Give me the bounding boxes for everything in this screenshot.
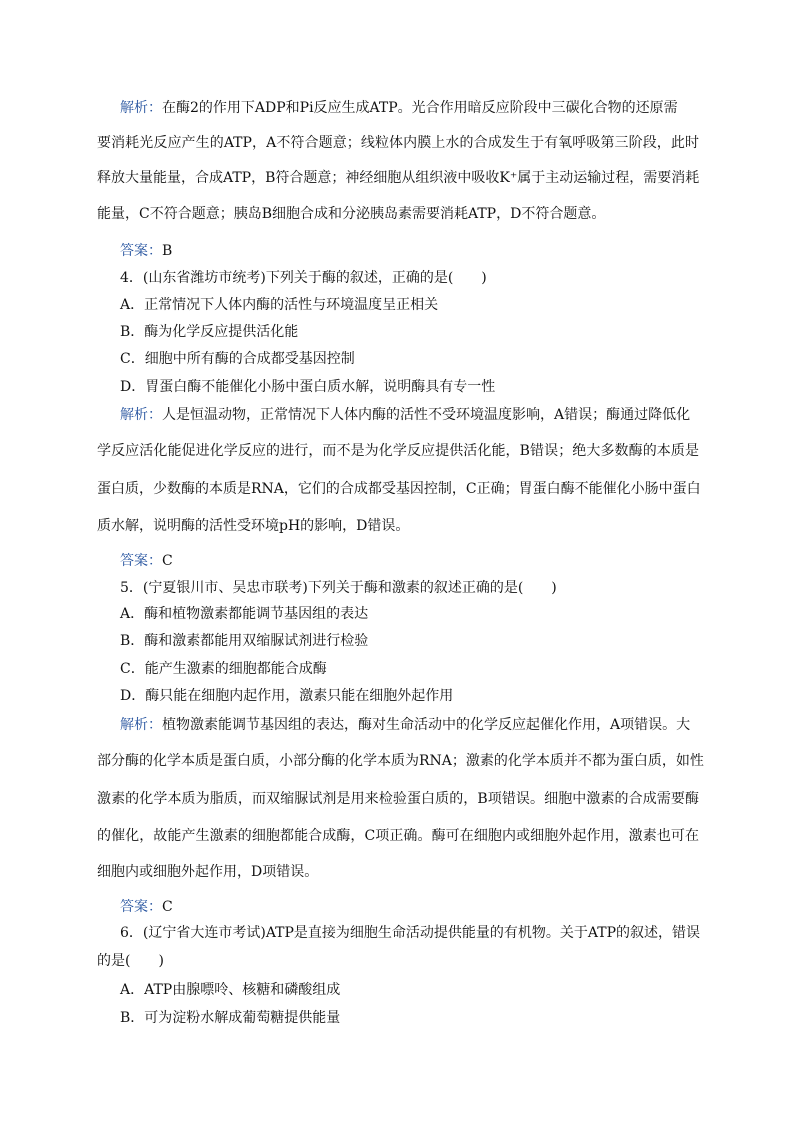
q5-answer (120, 898, 173, 916)
q5-option-d: D．酶只能在细胞内起作用，激素只能在细胞外起作用 (120, 688, 454, 704)
q4-answer (120, 552, 173, 570)
q4-option-b: B．酶为化学反应提供活化能 (120, 324, 299, 340)
q3-explanation-line-1: 解析：在酶2的作用下ADP和Pi反应生成ATP。光合作用暗反应阶段中三碳化合物的还原需 (120, 100, 678, 116)
q5-explanation-line-5: 细胞内或细胞外起作用，D项错误。 (97, 864, 319, 880)
q3-explanation-line-3: 释放大量能量，合成ATP，B符合题意；神经细胞从组织液中吸收K⁺属于主动运输过程，需要消耗 (97, 170, 700, 186)
q5-explanation-line-2: 部分酶的化学本质是蛋白质，小部分酶的化学本质为RNA；激素的化学本质并不都为蛋白质，如性 (97, 753, 704, 769)
q4-explanation-line-4: 质水解，说明酶的活性受环境pH的影响，D错误。 (97, 518, 410, 534)
q3-explanation-line-2: 要消耗光反应产生的ATP，A不符合题意；线粒体内膜上水的合成发生于有氧呼吸第三阶段，此时 (97, 135, 699, 151)
answer-label: 答案： (120, 243, 162, 259)
q4-explanation-line-2: 学反应活化能促进化学反应的进行，而不是为化学反应提供活化能，B错误；绝大多数酶的本质是 (97, 443, 699, 459)
q5-explanation-line-4: 的催化，故能产生激素的细胞都能合成酶，C项正确。酶可在细胞内或细胞外起作用，激素也可在 (97, 828, 699, 844)
q5-option-c: C．能产生激素的细胞都能合成酶 (120, 661, 327, 677)
q4-explanation-line-1: 解析：人是恒温动物，正常情况下人体内酶的活性不受环境温度影响，A错误；酶通过降低化 (120, 407, 691, 423)
q4-stem: 4．(山东省潍坊市统考)下列关于酶的叙述，正确的是( ) (120, 270, 487, 286)
q5-explanation-line-3: 激素的化学本质为脂质，而双缩脲试剂是用来检验蛋白质的，B项错误。细胞中激素的合成需要酶 (97, 791, 699, 807)
answer-value: C (162, 553, 173, 569)
explanation-label: 解析： (120, 717, 162, 733)
q5-explanation-line-1: 解析：植物激素能调节基因组的表达，酶对生命活动中的化学反应起催化作用，A项错误。大 (120, 717, 691, 733)
q6-option-a: A．ATP由腺嘌呤、核糖和磷酸组成 (120, 982, 341, 998)
q6-stem-line-1: 6．(辽宁省大连市考试)ATP是直接为细胞生命活动提供能量的有机物。关于ATP的叙述，错误 (120, 925, 701, 941)
answer-value: B (162, 243, 173, 259)
q4-option-d: D．胃蛋白酶不能催化小肠中蛋白质水解，说明酶具有专一性 (120, 379, 496, 395)
explanation-label: 解析： (120, 407, 162, 423)
q3-explanation-line-4: 能量，C不符合题意；胰岛B细胞合成和分泌胰岛素需要消耗ATP，D不符合题意。 (97, 206, 606, 222)
q3-answer (120, 242, 172, 260)
q4-option-a: A．正常情况下人体内酶的活性与环境温度呈正相关 (120, 297, 439, 313)
explanation-label: 解析： (120, 100, 162, 116)
q4-option-c: C．细胞中所有酶的合成都受基因控制 (120, 351, 355, 367)
q5-option-b: B．酶和激素都能用双缩脲试剂进行检验 (120, 633, 369, 649)
answer-value: C (162, 899, 173, 915)
q6-option-b: B．可为淀粉水解成葡萄糖提供能量 (120, 1010, 341, 1026)
answer-label: 答案： (120, 553, 162, 569)
q5-option-a: A．酶和植物激素都能调节基因组的表达 (120, 606, 369, 622)
q5-stem: 5．(宁夏银川市、吴忠市联考)下列关于酶和激素的叙述正确的是( ) (120, 580, 557, 596)
q6-stem-line-2: 的是( ) (97, 953, 164, 969)
answer-label: 答案： (120, 899, 162, 915)
q4-explanation-line-3: 蛋白质，少数酶的本质是RNA，它们的合成都受基因控制，C正确；胃蛋白酶不能催化小肠中蛋白 (97, 481, 701, 497)
